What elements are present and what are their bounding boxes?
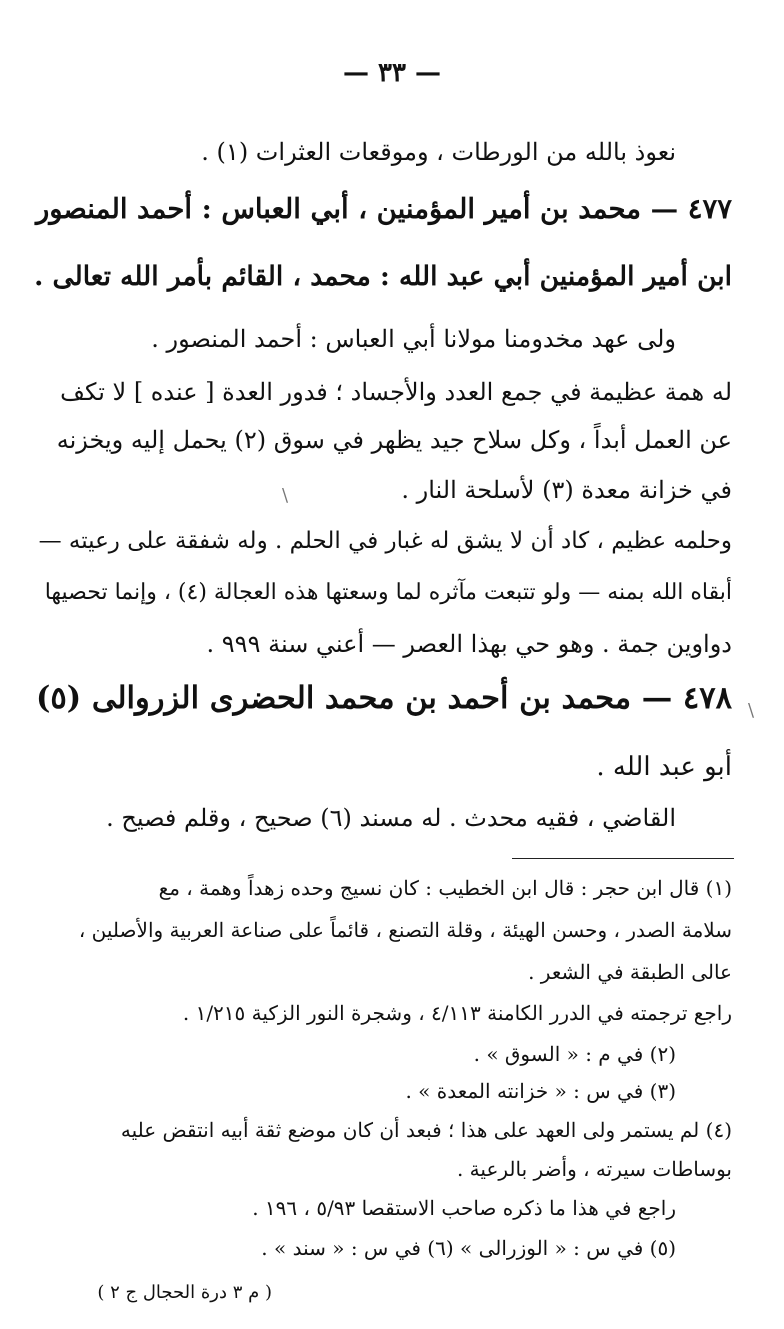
entry-477-heading-line2: ابن أمير المؤمنين أبي عبد الله : محمد ، القائم بأمر الله تعالى .	[34, 261, 732, 292]
margin-mark: \	[748, 700, 755, 721]
entry-478-heading: ٤٧٨ — محمد بن أحمد بن محمد الحضرى الزروالى (٥)	[35, 680, 732, 716]
footnote-4-line1: (٤) لم يستمر ولى العهد على هذا ؛ فبعد أن كان موضع ثقة أبيه انتقض عليه	[120, 1118, 732, 1142]
footnote-1-line2: سلامة الصدر ، وحسن الهيئة ، وقلة التصنع ، قائماً على صناعة العربية والأصلين ،	[78, 918, 732, 942]
footnote-3: (٣) في س : « خزانته المعدة » .	[405, 1079, 676, 1103]
footnote-separator	[512, 858, 734, 859]
entry-477-paragraph-1: ولى عهد مخدومنا مولانا أبي العباس : أحمد المنصور .	[151, 325, 676, 353]
entry-477-paragraph-2-line3: في خزانة معدة (٣) لأسلحة النار .	[401, 476, 732, 504]
entry-477-paragraph-3-line2: أبقاه الله بمنه — ولو تتبعت مآثره لما وسعتها هذه العجالة (٤) ، وإنما تحصيها	[44, 580, 732, 605]
entry-478-kunya: أبو عبد الله .	[596, 752, 732, 782]
footnote-1-line3: عالى الطبقة في الشعر .	[528, 960, 732, 984]
entry-477-paragraph-2-line2: عن العمل أبداً ، وكل سلاح جيد يظهر في سوق (٢) يحمل إليه ويخزنه	[56, 426, 732, 454]
footnote-1-reference: راجع ترجمته في الدرر الكامنة ٤/١١٣ ، وشجرة النور الزكية ١/٢١٥ .	[182, 1001, 732, 1025]
entry-477-paragraph-3-line1: وحلمه عظيم ، كاد أن لا يشق له غبار في الحلم . وله شفقة على رعيته —	[38, 528, 732, 554]
footnote-2: (٢) في م : « السوق » .	[473, 1042, 676, 1066]
entry-477-paragraph-3-line3: دواوين جمة . وهو حي بهذا العصر — أعني سنة ٩٩٩ .	[206, 630, 732, 658]
footnotes-5-6: (٥) في س : « الوزرالى » (٦) في س : « سند » .	[261, 1236, 676, 1260]
entry-477-paragraph-2-line1: له همة عظيمة في جمع العدد والأجساد ؛ فدور العدة [ عنده ] لا تكف	[60, 378, 732, 406]
footnote-4-line2: بوساطات سيرته ، وأضر بالرعية .	[456, 1157, 732, 1181]
footnote-1-line1: (١) قال ابن حجر : قال ابن الخطيب : كان نسيج وحده زهداً وهمة ، مع	[158, 876, 732, 900]
footnote-4-reference: راجع في هذا ما ذكره صاحب الاستقصا ٥/٩٣ ، ١٩٦ .	[252, 1196, 676, 1220]
stray-mark: \	[282, 485, 289, 506]
page-number: — ٣٣ —	[342, 58, 442, 88]
entry-477-heading-line1: ٤٧٧ — محمد بن أمير المؤمنين ، أبي العباس : أحمد المنصور	[35, 193, 732, 225]
signature-mark: ( م ٣ درة الحجال ج ٢ )	[97, 1282, 272, 1303]
intro-line: نعوذ بالله من الورطات ، وموقعات العثرات (١) .	[201, 138, 676, 166]
entry-478-paragraph: القاضي ، فقيه محدث . له مسند (٦) صحيح ، وقلم فصيح .	[106, 804, 676, 832]
